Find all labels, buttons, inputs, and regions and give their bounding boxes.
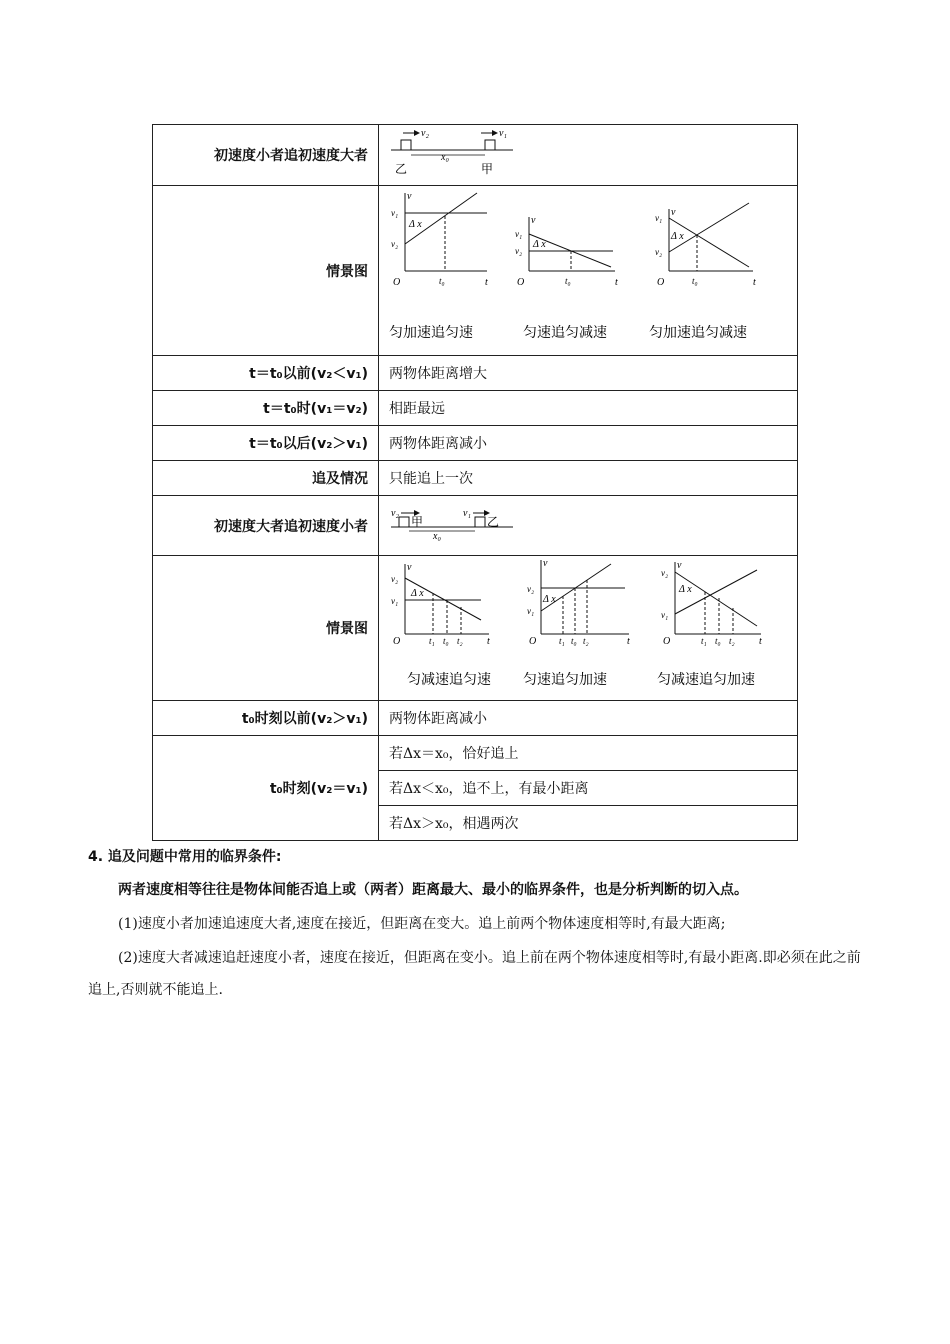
graph-uniform-decel-chase-uniform — [391, 562, 490, 647]
sec2-diagram-cell — [379, 496, 798, 556]
paragraph-case-1: (1)速度小者加速追速度大者,速度在接近，但距离在变大。追上前两个物体速度相等时,有最大距离; — [118, 916, 726, 932]
row-value: 若Δx＝x₀，恰好追上 — [379, 736, 798, 771]
svg-text:v₁: v₁ — [655, 212, 663, 223]
caption-6: 匀减速追匀加速 — [657, 673, 755, 688]
svg-text:x₀: x₀ — [433, 530, 441, 542]
svg-text:O: O — [663, 636, 671, 647]
section-heading: 4. 追及问题中常用的临界条件: — [88, 849, 282, 865]
svg-text:t₂: t₂ — [583, 636, 589, 646]
row-value: 两物体距离减小 — [379, 701, 798, 736]
svg-text:t₁: t₁ — [429, 636, 435, 646]
row-label: t＝t₀时(v₁＝v₂) — [153, 391, 379, 426]
svg-text:v: v — [531, 214, 536, 226]
svg-text:乙: 乙 — [487, 514, 500, 529]
svg-text:v₂: v₂ — [515, 245, 523, 256]
v2-label: v₂ — [421, 128, 429, 139]
svg-text:v₂: v₂ — [527, 584, 535, 594]
svg-text:v: v — [677, 560, 682, 571]
svg-text:t₀: t₀ — [443, 636, 449, 646]
svg-text:Δ x: Δ x — [679, 584, 692, 595]
table-row — [153, 736, 798, 771]
row-value: 两物体距离增大 — [379, 356, 798, 391]
sec2-label: 初速度大者追初速度小者 — [153, 496, 379, 556]
svg-text:t: t — [487, 636, 490, 647]
graph-uniform-chase-uniform-decel — [515, 215, 618, 288]
row-label: t₀时刻以前(v₂＞v₁) — [153, 701, 379, 736]
svg-text:t₂: t₂ — [729, 636, 735, 646]
svg-text:Δ x: Δ x — [671, 230, 684, 242]
table-row — [153, 556, 798, 701]
svg-text:v₁: v₁ — [463, 507, 471, 519]
v1-label: v₁ — [499, 128, 507, 139]
object-yi: 乙 — [395, 162, 408, 176]
svg-text:v₂: v₂ — [661, 568, 669, 578]
svg-text:t: t — [753, 276, 756, 288]
svg-text:v₂: v₂ — [391, 574, 399, 584]
svg-text:Δ x: Δ x — [411, 588, 424, 599]
caption-3: 匀加速追匀减速 — [649, 325, 747, 341]
caption-5: 匀速追匀加速 — [523, 673, 607, 688]
svg-text:t₂: t₂ — [457, 636, 463, 646]
row-label: t₀时刻(v₂＝v₁) — [153, 736, 379, 841]
svg-text:t: t — [485, 276, 488, 288]
svg-text:v₁: v₁ — [661, 610, 669, 620]
paragraph-key-condition: 两者速度相等往往是物体间能否追上或（两者）距离最大、最小的临界条件，也是分析判断的切入点。 — [118, 882, 748, 898]
row-value: 只能追上一次 — [379, 461, 798, 496]
graph-uniform-accel-chase-uniform-decel — [655, 203, 756, 288]
row-label: t＝t₀以后(v₂＞v₁) — [153, 426, 379, 461]
svg-text:v₂: v₂ — [655, 246, 663, 257]
chase-table — [152, 124, 798, 841]
caption-2: 匀速追匀减速 — [523, 325, 607, 341]
sec1-label: 初速度小者追初速度大者 — [153, 125, 379, 186]
sec1-motion-diagram — [389, 125, 519, 181]
svg-text:Δ x: Δ x — [543, 594, 556, 605]
svg-text:O: O — [393, 636, 401, 647]
table-row — [153, 356, 798, 391]
object-jia: 甲 — [481, 162, 494, 176]
row-value: 若Δx＜x₀，追不上，有最小距离 — [379, 771, 798, 806]
svg-text:v₁: v₁ — [391, 596, 399, 606]
row-value: 相距最远 — [379, 391, 798, 426]
svg-text:O: O — [393, 276, 401, 288]
caption-1: 匀加速追匀速 — [389, 325, 473, 341]
svg-text:t₀: t₀ — [565, 275, 571, 286]
caption-4: 匀减速追匀速 — [407, 673, 491, 688]
table-row — [153, 391, 798, 426]
table-row — [153, 496, 798, 556]
row-value: 两物体距离减小 — [379, 426, 798, 461]
sec1-graphs — [389, 189, 809, 349]
svg-text:t₀: t₀ — [571, 636, 577, 646]
sec1-graphs-cell — [379, 186, 798, 356]
sec2-motion-diagram — [389, 504, 519, 544]
scene-label-2: 情景图 — [153, 556, 379, 701]
svg-text:甲: 甲 — [411, 514, 424, 529]
svg-text:Δ x: Δ x — [409, 218, 422, 230]
svg-text:v₁: v₁ — [527, 606, 535, 616]
svg-text:v: v — [407, 190, 412, 202]
svg-text:t₁: t₁ — [701, 636, 707, 646]
table-row — [153, 701, 798, 736]
svg-text:v₂: v₂ — [391, 238, 399, 249]
svg-text:t: t — [615, 276, 618, 288]
svg-text:t: t — [627, 636, 630, 647]
svg-text:O: O — [657, 276, 665, 288]
svg-text:v₂: v₂ — [391, 507, 399, 519]
table-row — [153, 426, 798, 461]
graph-uniform-chase-uniform-accel — [527, 558, 630, 647]
svg-text:v₁: v₁ — [515, 228, 523, 239]
svg-text:v: v — [543, 558, 548, 569]
svg-text:Δ x: Δ x — [533, 238, 546, 250]
svg-text:v: v — [671, 206, 676, 218]
row-value: 若Δx＞x₀，相遇两次 — [379, 806, 798, 841]
graph-uniform-accel-chase-uniform — [391, 191, 488, 288]
row-label: 追及情况 — [153, 461, 379, 496]
svg-text:v: v — [407, 562, 412, 573]
svg-text:v₁: v₁ — [391, 207, 399, 218]
svg-text:t: t — [759, 636, 762, 647]
svg-text:t₀: t₀ — [439, 275, 445, 286]
svg-text:O: O — [517, 276, 525, 288]
svg-text:t₀: t₀ — [692, 275, 698, 286]
x0-label: x₀ — [441, 152, 449, 163]
row-label: t＝t₀以前(v₂＜v₁) — [153, 356, 379, 391]
graph-uniform-decel-chase-uniform-accel — [661, 560, 762, 647]
svg-text:t₀: t₀ — [715, 636, 721, 646]
svg-text:O: O — [529, 636, 537, 647]
table-row — [153, 186, 798, 356]
table-row — [153, 461, 798, 496]
sec2-graphs-cell — [379, 556, 798, 701]
svg-text:t₁: t₁ — [559, 636, 565, 646]
scene-label-1: 情景图 — [153, 186, 379, 356]
sec2-graphs — [389, 556, 809, 696]
table-row — [153, 125, 798, 186]
sec1-diagram-cell — [379, 125, 798, 186]
paragraph-case-2: (2)速度大者减速追赶速度小者，速度在接近，但距离在变小。追上前在两个物体速度相等时,有最小距离.即必须在此之前追上,否则就不能追上. — [88, 950, 861, 998]
